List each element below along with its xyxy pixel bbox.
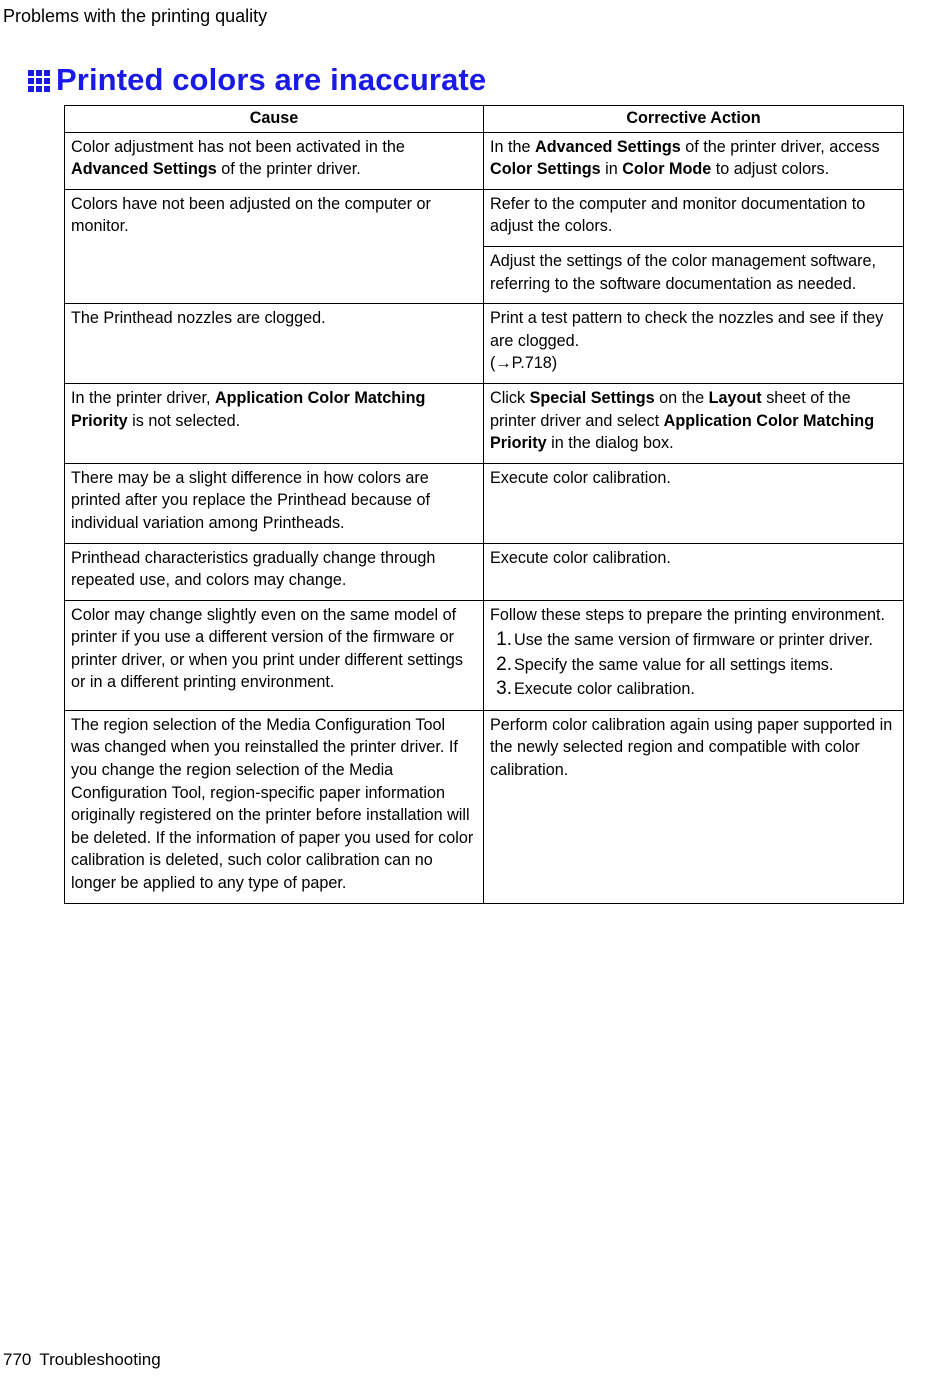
text-run: Execute color calibration. xyxy=(490,468,671,487)
corrective-action-cell xyxy=(484,710,904,903)
corrective-action-cell xyxy=(484,463,904,543)
table-row xyxy=(65,710,904,903)
cause-cell xyxy=(65,304,484,384)
text-run: of the printer driver. xyxy=(216,160,361,179)
text-run: sheet of the printer driver and select xyxy=(490,388,851,430)
section-title xyxy=(28,60,486,100)
text-run: The region selection of the Media Configuration Tool was changed when you reinstalled the printer driver. If you change the region selection of the Media Configuration Tool, region-specific paper information originally registered on the printer before installation will be deleted. If the information of paper you used for color calibration is deleted, such color calibration can no longer be applied to any type of paper. xyxy=(71,715,474,892)
text-run: Perform color calibration again using paper supported in the newly selected region and compatible with color calibration. xyxy=(490,715,893,779)
text-run: of the printer driver, access xyxy=(680,137,880,156)
text-run: There may be a slight difference in how colors are printed after you replace the Printhead because of individual variation among Printheads. xyxy=(71,468,431,532)
text-run: Adjust the settings of the color management software, referring to the software documentation as needed. xyxy=(490,251,877,293)
text-run: is not selected. xyxy=(127,411,241,430)
page-number: 770 xyxy=(3,1350,32,1369)
corrective-action-cell xyxy=(484,600,904,710)
bold-term: Advanced Settings xyxy=(71,160,217,179)
step-number: 1. xyxy=(496,629,512,651)
cause-column-header: Cause xyxy=(65,106,484,133)
step-number: 3. xyxy=(496,678,512,700)
corrective-action-cell xyxy=(484,132,904,189)
text-run: Follow these steps to prepare the printing environment. xyxy=(490,605,886,624)
action-column-header: Corrective Action xyxy=(484,106,904,133)
corrective-action-cell xyxy=(484,246,904,303)
table-row xyxy=(65,600,904,710)
text-run: Print a test pattern to check the nozzles and see if they are clogged. xyxy=(490,309,884,350)
text-run: to adjust colors. xyxy=(711,160,830,179)
list-item xyxy=(490,628,898,653)
bold-term: Color Settings xyxy=(490,160,601,179)
table-row xyxy=(65,304,904,384)
text-run: Colors have not been adjusted on the computer or monitor. xyxy=(71,194,431,236)
corrective-action-cell xyxy=(484,189,904,246)
step-number: 2. xyxy=(496,653,512,675)
cause-cell xyxy=(65,189,484,303)
cause-cell xyxy=(65,543,484,600)
cause-cell xyxy=(65,600,484,710)
table-body xyxy=(65,132,904,903)
steps-list xyxy=(490,628,898,702)
section-title-text: Printed colors are inaccurate xyxy=(56,62,487,97)
table-row xyxy=(65,189,904,246)
cause-cell xyxy=(65,132,484,189)
corrective-action-cell xyxy=(484,383,904,463)
cause-cell xyxy=(65,463,484,543)
text-run: Click xyxy=(490,388,530,407)
bold-term: Application Color Matching Priority xyxy=(71,388,426,430)
text-run: Printhead characteristics gradually change through repeated use, and colors may change. xyxy=(71,548,436,590)
bold-term: Advanced Settings xyxy=(535,137,681,156)
text-run: In the xyxy=(490,137,535,156)
table-row xyxy=(65,132,904,189)
text-run: The Printhead nozzles are clogged. xyxy=(71,309,326,328)
corrective-action-cell xyxy=(484,304,904,384)
table-header-row xyxy=(65,106,904,133)
corrective-action-cell xyxy=(484,543,904,600)
bold-term: Application Color Matching Priority xyxy=(490,411,875,453)
text-run: In the printer driver, xyxy=(71,388,215,407)
running-header: Problems with the printing quality xyxy=(3,6,268,26)
text-run: Refer to the computer and monitor documentation to adjust the colors. xyxy=(490,194,866,236)
bold-term: Layout xyxy=(708,388,762,407)
cause-cell xyxy=(65,383,484,463)
text-run: Execute color calibration. xyxy=(490,548,671,567)
step-text: Execute color calibration. xyxy=(514,680,695,699)
list-item xyxy=(490,653,898,678)
troubleshooting-table xyxy=(64,105,904,904)
bold-term: Color Mode xyxy=(622,160,712,179)
footer-section-name: Troubleshooting xyxy=(39,1350,161,1369)
table-row xyxy=(65,383,904,463)
bold-term: Special Settings xyxy=(529,388,655,407)
list-item xyxy=(490,677,898,702)
text-run: in the dialog box. xyxy=(546,434,674,453)
grid-bullet-icon xyxy=(28,70,50,92)
cause-cell xyxy=(65,710,484,903)
table-row xyxy=(65,543,904,600)
text-run: on the xyxy=(654,388,709,407)
step-text: Use the same version of firmware or printer driver. xyxy=(514,631,873,650)
text-run: in xyxy=(600,160,623,179)
running-footer xyxy=(3,1349,161,1371)
table-row xyxy=(65,463,904,543)
text-run: Color adjustment has not been activated in the xyxy=(71,137,405,156)
text-run: Color may change slightly even on the same model of printer if you use a different version of the firmware or printer driver, or when you print under different settings or in a different printing environment. xyxy=(71,605,464,692)
text-run: (→P.718) xyxy=(490,354,558,373)
step-text: Specify the same value for all settings items. xyxy=(514,655,834,674)
